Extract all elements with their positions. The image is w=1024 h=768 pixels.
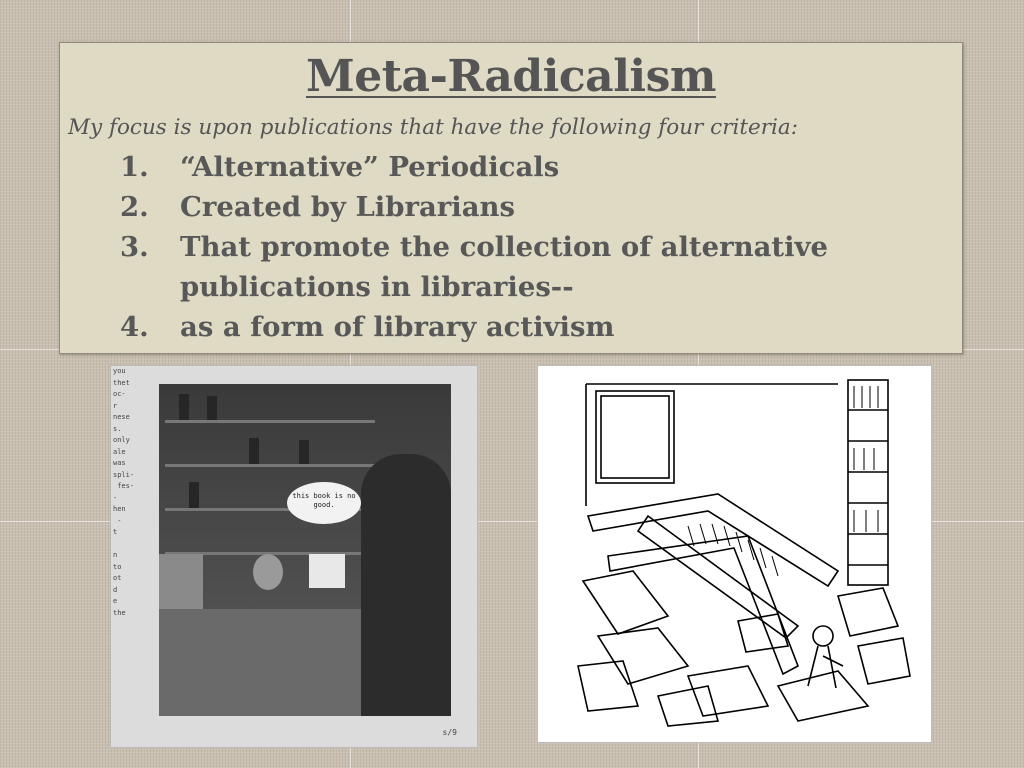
slide-title: Meta-Radicalism	[306, 51, 716, 102]
child-figure	[253, 554, 283, 590]
library-desk-photo	[110, 365, 478, 748]
bookshelf	[165, 420, 375, 423]
book	[299, 440, 309, 464]
desk-sign	[309, 554, 345, 588]
line-drawing	[538, 366, 932, 743]
criteria-number: 1.	[120, 151, 149, 183]
slide-text-box	[59, 42, 963, 354]
window-inner	[601, 396, 669, 478]
corner-mark: s/9	[442, 728, 457, 737]
photo-scene	[159, 384, 451, 716]
slide-intro: My focus is upon publications that have the following four criteria:	[68, 115, 798, 140]
criteria-text: as a form of library activism	[180, 311, 615, 343]
criteria-text: Created by Librarians	[180, 191, 516, 223]
criteria-number: 3.	[120, 231, 149, 263]
criteria-text: “Alternative” Periodicals	[180, 151, 560, 183]
criteria-item	[120, 227, 910, 307]
collapsed-shelves-drawing	[537, 365, 932, 743]
speech-bubble: this book is no good.	[287, 482, 361, 524]
librarian-figure	[361, 454, 451, 716]
criteria-number: 2.	[120, 191, 149, 223]
criteria-number: 4.	[120, 311, 149, 343]
book	[179, 394, 189, 420]
fallen-shelf	[638, 516, 798, 638]
criteria-item	[120, 147, 910, 187]
criteria-list	[120, 147, 910, 347]
window	[596, 391, 674, 483]
book	[249, 438, 259, 464]
small-figure-head	[813, 626, 833, 646]
bookshelf	[165, 464, 375, 467]
book	[189, 482, 199, 508]
criteria-item	[120, 307, 910, 347]
photo-margin-text: you thet oc- r nese s. only ale was spli- fes- - hen - t n to ot d e the	[113, 367, 135, 617]
criteria-item	[120, 187, 910, 227]
criteria-text: That promote the collection of alternative publications in libraries--	[180, 231, 829, 303]
book	[207, 396, 217, 420]
